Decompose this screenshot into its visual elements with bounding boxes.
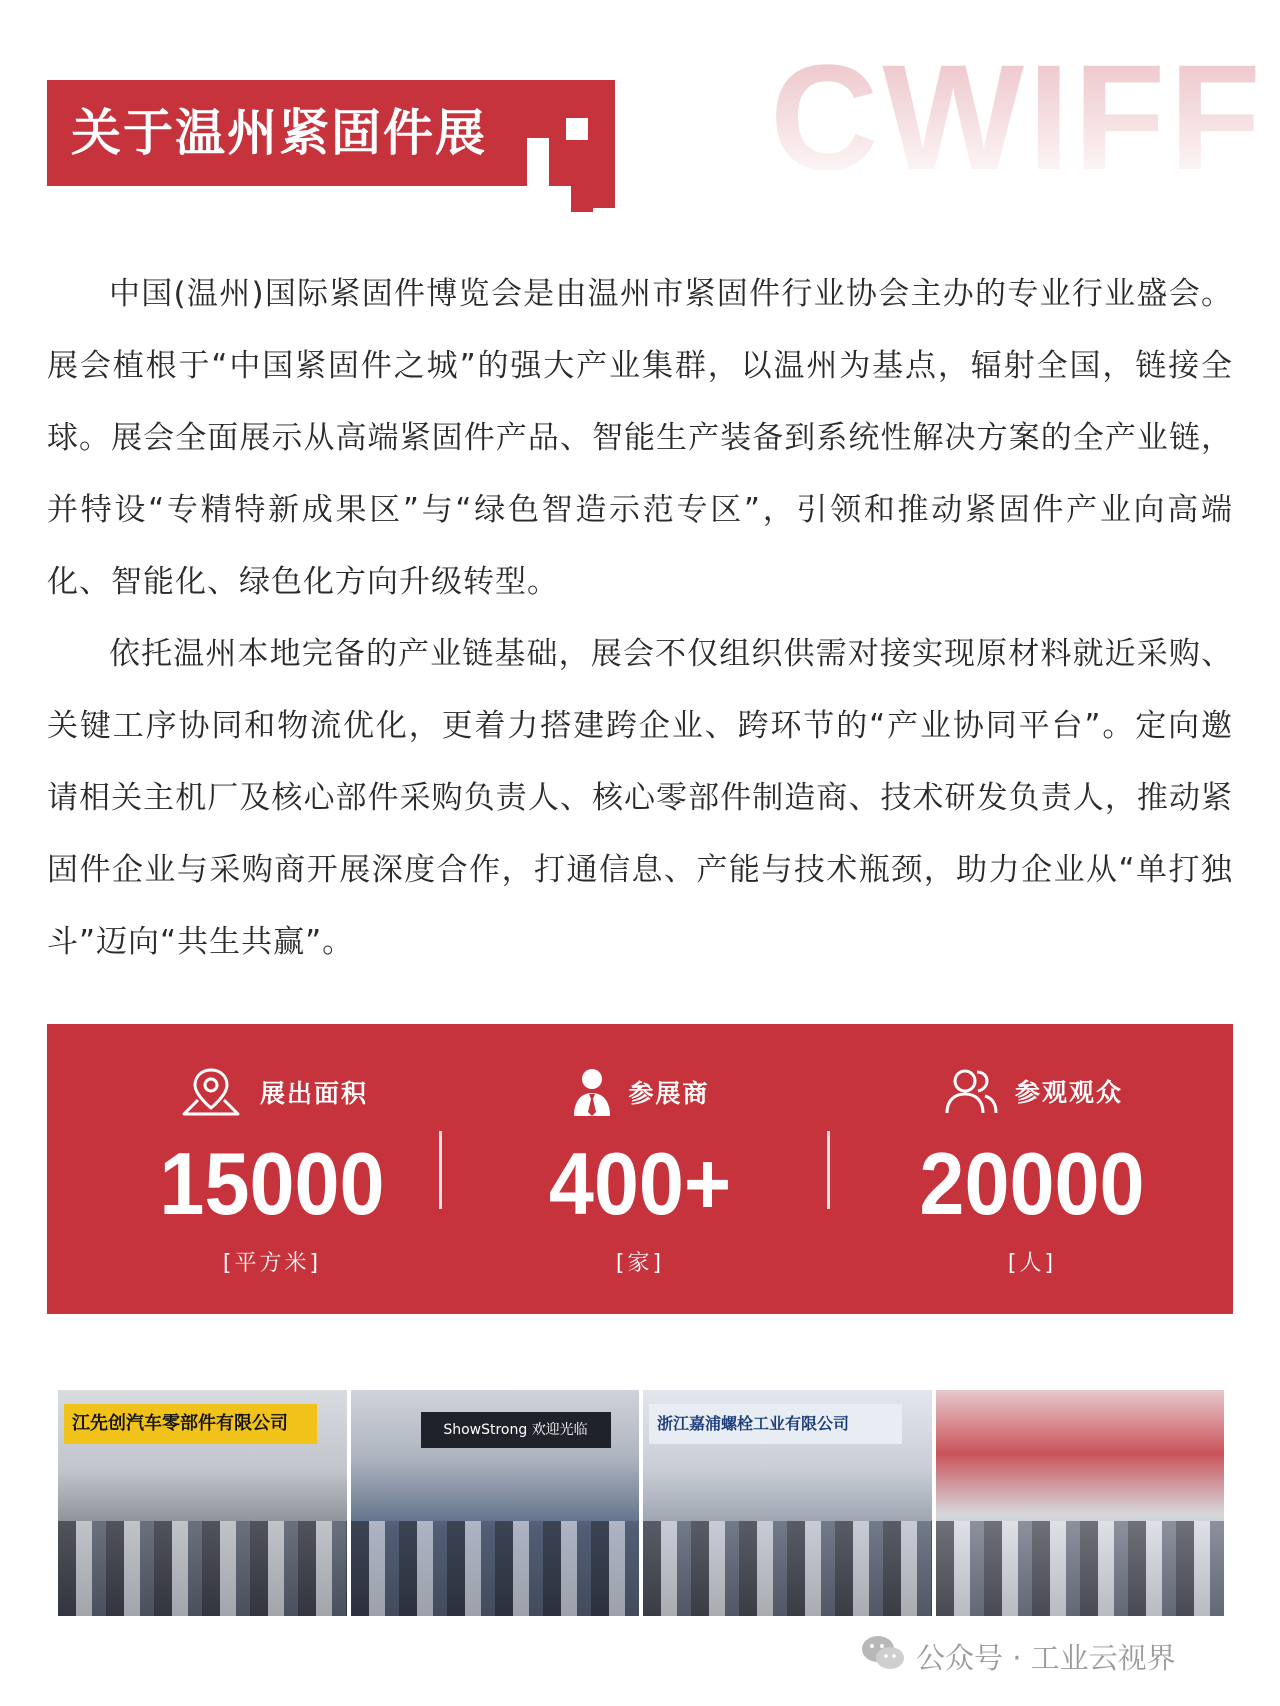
booth-sign: 江先创汽车零部件有限公司 bbox=[64, 1404, 317, 1444]
stat-exhibitors bbox=[445, 1024, 835, 1314]
stat-label: 参展商 bbox=[628, 1079, 710, 1108]
stat-exhibition-area bbox=[77, 1024, 467, 1314]
crowd bbox=[58, 1521, 347, 1616]
stat-unit: [家] bbox=[615, 1251, 665, 1276]
stat-label: 展出面积 bbox=[259, 1079, 368, 1108]
stats-panel bbox=[47, 1024, 1233, 1314]
paragraph: 中国(温州)国际紧固件博览会是由温州市紧固件行业协会主办的专业行业盛会。展会植根于“中国紧固件之城”的强大产业集群，以温州为基点，辐射全国，链接全球。展会全面展示从高端紧固件产品、智能生产装备到系统性解决方案的全产业链，并特设“专精特新成果区”与“绿色智造示范专区”，引领和推动紧固件产业向高端化、智能化、绿色化方向升级转型。 bbox=[47, 276, 1233, 600]
paragraph: 依托温州本地完备的产业链基础，展会不仅组织供需对接实现原材料就近采购、关键工序协同和物流优化，更着力搭建跨企业、跨环节的“产业协同平台”。定向邀请相关主机厂及核心部件采购负责人、核心零部件制造商、技术研发负责人，推动紧固件企业与采购商开展深度合作，打通信息、产能与技术瓶颈，助力企业从“单打独斗”迈向“共生共赢”。 bbox=[47, 636, 1233, 960]
stat-value: 20000 bbox=[919, 1134, 1145, 1233]
location-pin-icon bbox=[176, 1066, 246, 1118]
stat-unit: [人] bbox=[1007, 1251, 1057, 1276]
exhibition-photo bbox=[351, 1390, 640, 1616]
stat-label: 参观观众 bbox=[1014, 1078, 1123, 1107]
stat-value: 15000 bbox=[159, 1134, 385, 1233]
wechat-icon bbox=[860, 1633, 906, 1680]
section-title: 关于温州紧固件展 bbox=[71, 104, 487, 162]
crowd bbox=[936, 1521, 1225, 1616]
person-icon bbox=[570, 1066, 614, 1118]
stat-unit: [平方米] bbox=[222, 1251, 322, 1276]
watermark-logo: CWIFF bbox=[770, 33, 1265, 201]
exhibition-photo bbox=[936, 1390, 1225, 1616]
divider bbox=[827, 1131, 830, 1209]
divider bbox=[439, 1131, 442, 1209]
footer-text: 公众号 · 工业云视界 bbox=[916, 1640, 1176, 1675]
photo-strip bbox=[58, 1390, 1224, 1616]
crowd bbox=[643, 1521, 932, 1616]
exhibition-photo bbox=[58, 1390, 347, 1616]
booth-sign: ShowStrong 欢迎光临 bbox=[421, 1412, 611, 1448]
booth-sign: 浙江嘉浦螺栓工业有限公司 bbox=[649, 1404, 902, 1444]
footer-attribution bbox=[860, 1634, 1176, 1678]
people-icon bbox=[941, 1066, 1001, 1116]
crowd bbox=[351, 1521, 640, 1616]
stat-visitors bbox=[837, 1024, 1227, 1314]
exhibition-photo bbox=[643, 1390, 932, 1616]
intro-text bbox=[47, 258, 1233, 978]
stat-value: 400+ bbox=[548, 1134, 732, 1233]
